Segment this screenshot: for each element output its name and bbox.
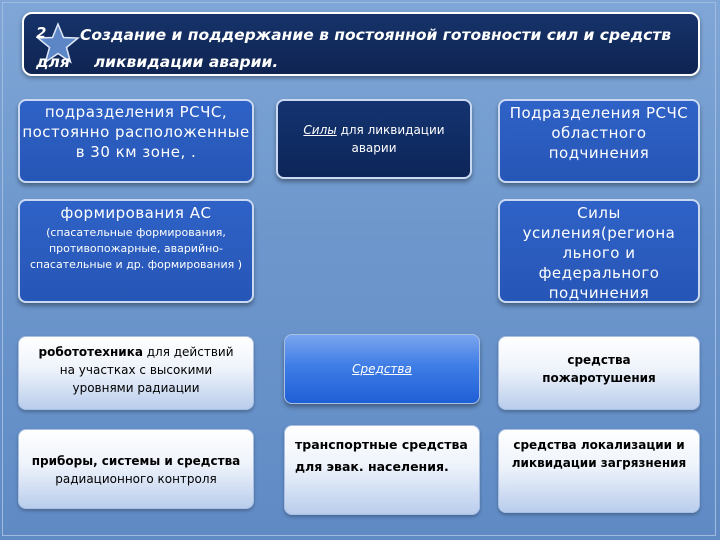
title-banner	[22, 12, 700, 76]
forces-rest: для ликвидации аварии	[336, 123, 445, 155]
box-as-formations-title: формирования АС	[60, 204, 212, 222]
banner-title	[36, 22, 686, 76]
box-localization	[498, 429, 700, 513]
banner-title-line2	[36, 49, 686, 76]
box-firefighting	[498, 336, 700, 410]
box-forces-label	[276, 99, 472, 179]
robotics-rest: для действий на участках с высокими уровнями радиации	[59, 345, 234, 395]
box-reinforcement	[498, 199, 700, 303]
box-means-label	[284, 334, 480, 404]
box-rschs-units-text: подразделения РСЧС, постоянно расположенные в 30 км зоне, .	[22, 103, 250, 161]
forces-word: Силы	[303, 123, 337, 137]
box-transport-text: транспортные средства для эвак. населения.	[295, 437, 468, 474]
robotics-bold: робототехника	[38, 345, 143, 359]
means-word: Средства	[352, 362, 412, 376]
banner-title-word: для	[36, 53, 70, 71]
box-firefighting-text: средства пожаротушения	[542, 353, 656, 385]
instruments-rest: радиационного контроля	[55, 472, 217, 486]
banner-title-line1: Создание и поддержание в постоянной готовности сил и средств	[80, 26, 672, 44]
box-forces-label-text	[278, 121, 470, 157]
box-transport	[284, 425, 480, 515]
box-as-formations-desc: (спасательные формирования, противопожарные, аварийно-спасательные и др. формирования )	[29, 226, 243, 271]
box-instruments	[18, 429, 254, 509]
box-rschs-units	[18, 99, 254, 183]
box-reinforcement-text: Силы усиления(региона льного и федерального подчинения	[522, 204, 676, 302]
box-robotics-text	[19, 343, 253, 397]
box-as-formations	[18, 199, 254, 303]
box-rschs-regional-text: Подразделения РСЧС областного подчинения	[509, 104, 689, 162]
box-localization-text: средства локализации и ликвидации загрязнения	[511, 438, 687, 470]
banner-title-rest: ликвидации аварии.	[93, 53, 279, 71]
slide-number: 2	[36, 24, 47, 42]
box-robotics	[18, 336, 254, 410]
instruments-bold: приборы, системы и средства	[31, 454, 241, 468]
box-rschs-regional	[498, 99, 700, 183]
